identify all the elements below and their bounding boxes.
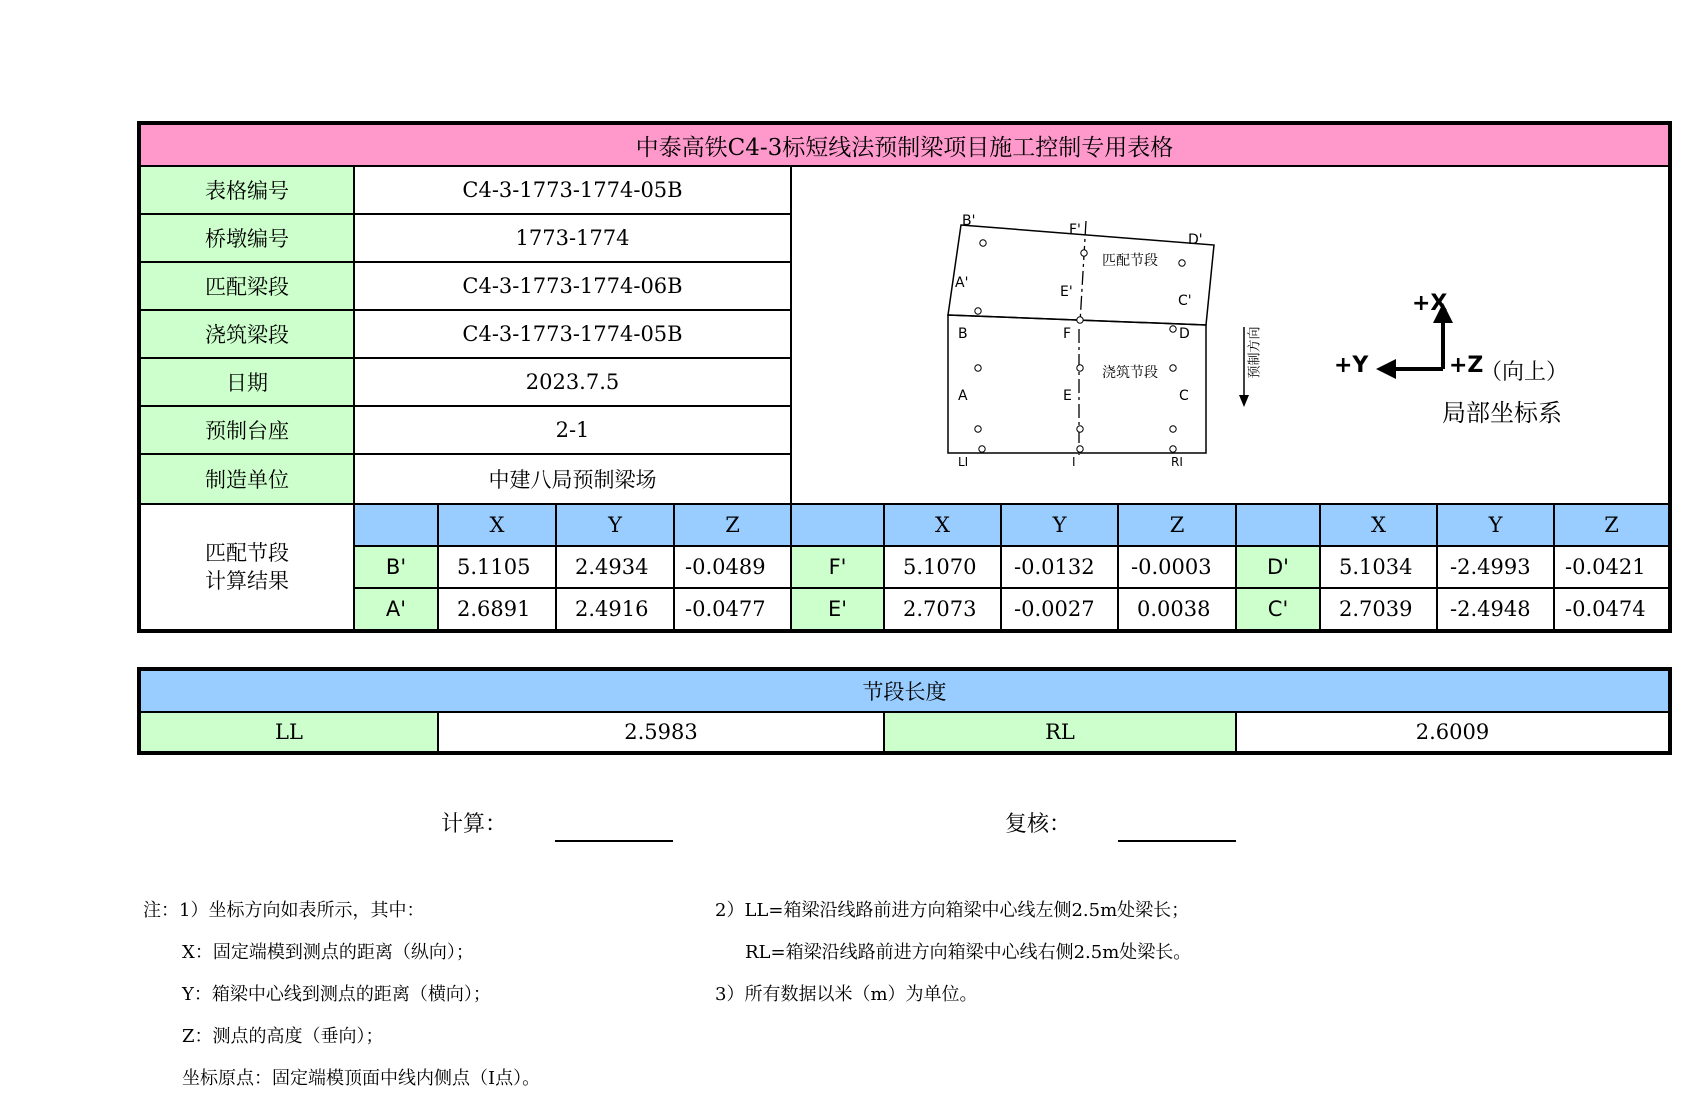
group1-row1-x: 5.1105 [438, 546, 556, 588]
label-c: C [1179, 388, 1189, 404]
note-1-origin: 坐标原点：固定端模顶面中线内侧点（I点）。 [182, 1068, 541, 1089]
group2-header-z: Z [1118, 504, 1236, 546]
info-value-match-segment: C4-3-1773-1774-06B [354, 262, 791, 310]
group2-header-y: Y [1001, 504, 1118, 546]
note-3: 3）所有数据以米（m）为单位。 [715, 984, 978, 1005]
group1-row2-point: A' [354, 588, 438, 630]
group1-row2-y: 2.4916 [556, 588, 674, 630]
info-label-date: 日期 [140, 358, 354, 406]
cast-segment-label: 浇筑节段 [1102, 365, 1158, 381]
info-value-cast-segment: C4-3-1773-1774-05B [354, 310, 791, 358]
axis-z-note: （向上） [1480, 360, 1569, 385]
info-value-manufacturer: 中建八局预制梁场 [354, 454, 791, 504]
calc-label: 计算： [441, 812, 508, 837]
note-2b: RL=箱梁沿线路前进方向箱梁中心线右侧2.5m处梁长。 [745, 942, 1192, 963]
group1-row2-x: 2.6891 [438, 588, 556, 630]
match-segment-shape [948, 225, 1214, 325]
axis-caption: 局部坐标系 [1442, 399, 1562, 427]
info-label-match-segment: 匹配梁段 [140, 262, 354, 310]
info-label-cast-segment: 浇筑梁段 [140, 310, 354, 358]
note-1: 注：1）坐标方向如表所示，其中： [143, 900, 425, 921]
group2-row2-y: -0.0027 [1001, 588, 1118, 630]
group3-header-corner [1236, 504, 1320, 546]
note-2a: 2）LL=箱梁沿线路前进方向箱梁中心线左侧2.5m处梁长； [715, 900, 1190, 921]
group2-row2-x: 2.7073 [884, 588, 1001, 630]
note-1-y: Y：箱梁中心线到测点的距离（横向）； [182, 984, 491, 1005]
group3-row2-x: 2.7039 [1320, 588, 1437, 630]
info-label-form-no: 表格编号 [140, 166, 354, 214]
label-ri: RI [1171, 455, 1183, 469]
segment-diagram [792, 167, 1670, 505]
axis-z-label: +Z [1449, 353, 1484, 378]
label-f: F [1063, 326, 1072, 342]
group1-header-x: X [438, 504, 556, 546]
info-value-date: 2023.7.5 [354, 358, 791, 406]
axis-x-label: +X [1412, 291, 1448, 316]
group2-header-corner [791, 504, 884, 546]
group3-header-y: Y [1437, 504, 1554, 546]
match-segment-label: 匹配节段 [1102, 253, 1158, 269]
group3-row2-point: C' [1236, 588, 1320, 630]
group3-header-z: Z [1554, 504, 1669, 546]
label-a-prime: A' [955, 275, 969, 291]
group3-row1-z: -0.0421 [1554, 546, 1669, 588]
label-c-prime: C' [1178, 293, 1192, 309]
info-value-pier-no: 1773-1774 [354, 214, 791, 262]
group1-header-corner [354, 504, 438, 546]
label-i: I [1072, 455, 1076, 469]
length-title: 节段长度 [140, 670, 1669, 712]
group1-row1-y: 2.4934 [556, 546, 674, 588]
table-title: 中泰高铁C4-3标短线法预制梁项目施工控制专用表格 [140, 124, 1669, 166]
info-value-pedestal: 2-1 [354, 406, 791, 454]
label-b-prime: B' [962, 213, 976, 229]
note-1-z: Z：测点的高度（垂向）； [182, 1026, 384, 1047]
note-1-x: X：固定端模到测点的距离（纵向）； [182, 942, 474, 963]
group1-row2-z: -0.0477 [674, 588, 791, 630]
group3-row2-z: -0.0474 [1554, 588, 1669, 630]
group1-header-y: Y [556, 504, 674, 546]
direction-label: 预制方向 [1247, 326, 1263, 379]
group2-row1-point: F' [791, 546, 884, 588]
group1-header-z: Z [674, 504, 791, 546]
results-label-line2: 计算结果 [205, 569, 289, 593]
ll-value: 2.5983 [438, 712, 884, 752]
info-label-manufacturer: 制造单位 [140, 454, 354, 504]
ll-label: LL [140, 712, 438, 752]
label-e-prime: E' [1060, 284, 1073, 300]
info-value-form-no: C4-3-1773-1774-05B [354, 166, 791, 214]
group3-header-x: X [1320, 504, 1437, 546]
results-label-line1: 匹配节段 [205, 541, 289, 565]
check-label: 复核： [1005, 812, 1072, 837]
group3-row1-point: D' [1236, 546, 1320, 588]
group2-row1-y: -0.0132 [1001, 546, 1118, 588]
cast-segment-shape [948, 315, 1206, 453]
group2-row1-x: 5.1070 [884, 546, 1001, 588]
label-d-prime: D' [1188, 232, 1203, 248]
group2-row2-z: 0.0038 [1118, 588, 1236, 630]
group1-row1-z: -0.0489 [674, 546, 791, 588]
check-signature-line [1118, 840, 1236, 842]
label-f-prime: F' [1069, 222, 1081, 238]
group2-row1-z: -0.0003 [1118, 546, 1236, 588]
group1-row1-point: B' [354, 546, 438, 588]
group2-header-x: X [884, 504, 1001, 546]
results-label [140, 504, 354, 630]
rl-value: 2.6009 [1236, 712, 1669, 752]
label-b: B [958, 326, 968, 342]
rl-label: RL [884, 712, 1236, 752]
info-label-pier-no: 桥墩编号 [140, 214, 354, 262]
info-label-pedestal: 预制台座 [140, 406, 354, 454]
diagram-area [791, 166, 1669, 504]
group2-row2-point: E' [791, 588, 884, 630]
calc-signature-line [555, 840, 673, 842]
group3-row2-y: -2.4948 [1437, 588, 1554, 630]
label-e: E [1063, 388, 1072, 404]
label-a: A [958, 388, 968, 404]
label-li: LI [958, 455, 969, 469]
group3-row1-y: -2.4993 [1437, 546, 1554, 588]
axis-y-label: +Y [1334, 353, 1369, 378]
label-d: D [1179, 326, 1190, 342]
group3-row1-x: 5.1034 [1320, 546, 1437, 588]
